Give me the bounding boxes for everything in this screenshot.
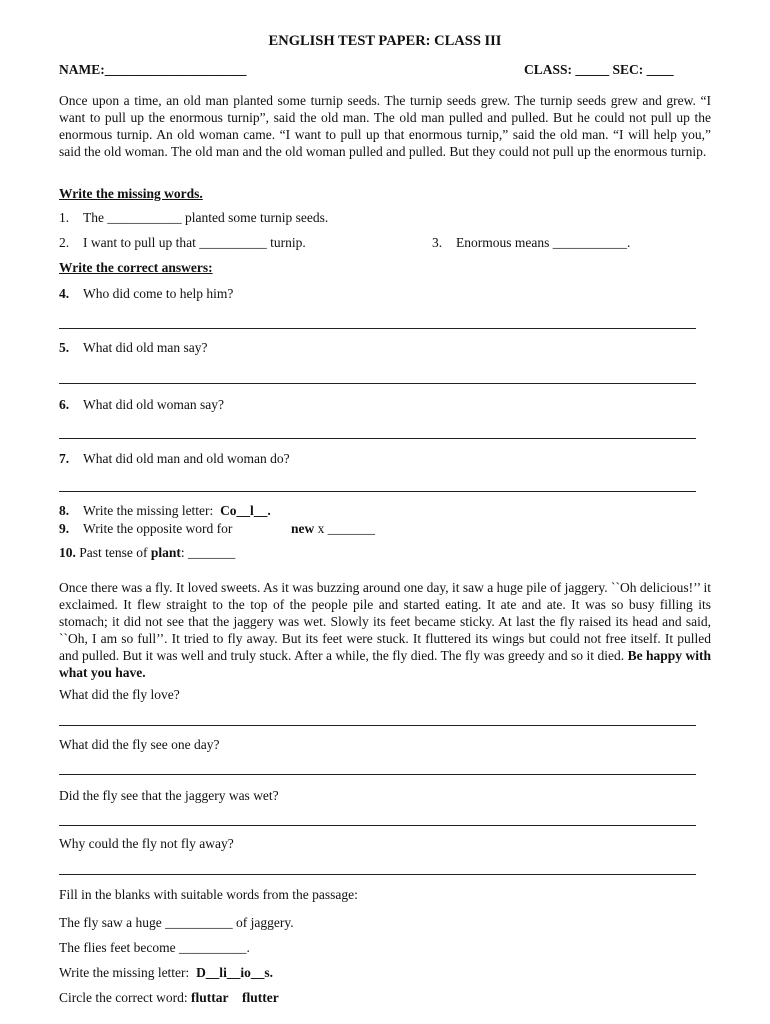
answer-line <box>59 438 696 439</box>
question-8 <box>59 503 271 519</box>
circle-word-question <box>59 990 279 1006</box>
question-number: 3. <box>432 235 443 250</box>
name-field-label: NAME:_____________________ <box>59 62 247 77</box>
page-title: ENGLISH TEST PAPER: CLASS III <box>268 33 502 49</box>
passage-fly-text: Once there was a fly. It loved sweets. As it was buzzing around one day, it saw a huge pile of jaggery. ``Oh delicious!’’ it exclaimed. It flew straight to the top of the people pile and started eating. It ate and ate. It was so busy filling its stomach; it did not see that the jaggery was wet. Slowly its feet became sticky. At last the fly raised its head and said, ``Oh, I am so full’’. It tried to fly away. But its feet were stuck. It fluttered its wings but could not free itself. It pulled and pulled. But it was well and truly stuck. After a while, the fly died. The fly was greedy and so it died. <box>59 580 711 663</box>
class-sec-field-label: CLASS: _____ SEC: ____ <box>524 62 674 77</box>
missing-letter-word: Co__l__. <box>220 503 271 518</box>
question-number: 10. <box>59 545 76 560</box>
fly-question-1: What did the fly love? <box>59 687 180 702</box>
answer-line <box>59 825 696 826</box>
question-7 <box>59 451 290 467</box>
question-text: I want to pull up that __________ turnip. <box>83 235 306 250</box>
question-3 <box>432 235 630 251</box>
question-number: 5. <box>59 340 70 355</box>
question-9 <box>59 521 232 537</box>
question-number: 6. <box>59 397 70 412</box>
question-text: Who did come to help him? <box>83 286 234 301</box>
question-text: Enormous means ___________. <box>456 235 631 250</box>
passage-turnip: Once upon a time, an old man planted some turnip seeds. The turnip seeds grew. The turnip seeds grew and grew. “I want to pull up the enormous turnip”, said the old man. The old man pulled and pulled. But he could not pull up the enormous turnip. An old woman came. “I want to pull up that enormous turnip,” said the old man. “I will help you,” said the old woman. The old man and the old woman pulled and pulled. But they could not pull up the enormous turnip. <box>59 93 711 159</box>
opposite-word-target: new <box>291 521 315 536</box>
question-number: 7. <box>59 451 70 466</box>
answer-line <box>59 383 696 384</box>
opposite-word-blank: x _______ <box>314 521 375 536</box>
question-1 <box>59 210 328 226</box>
answer-line <box>59 328 696 329</box>
fly-question-4: Why could the fly not fly away? <box>59 836 234 851</box>
fill-blank-2: The flies feet become __________. <box>59 940 250 955</box>
past-tense-word: plant <box>150 545 181 560</box>
question-6 <box>59 397 224 413</box>
question-number: 9. <box>59 521 70 536</box>
question-text: Write the missing letter: <box>83 503 214 518</box>
section-heading-correct-answers: Write the correct answers: <box>59 260 213 275</box>
fill-blanks-instruction: Fill in the blanks with suitable words from the passage: <box>59 887 358 902</box>
word-option-1: fluttar <box>190 990 229 1005</box>
question-text: What did old woman say? <box>83 397 224 412</box>
question-text: Write the opposite word for <box>83 521 233 536</box>
fly-question-3: Did the fly see that the jaggery was wet? <box>59 788 279 803</box>
question-number: 8. <box>59 503 70 518</box>
opposite-word <box>291 521 375 537</box>
fill-blank-1: The fly saw a huge __________ of jaggery. <box>59 915 294 930</box>
passage-fly <box>59 579 711 681</box>
question-text: What did old man say? <box>83 340 208 355</box>
question-5 <box>59 340 207 356</box>
question-text: What did old man and old woman do? <box>83 451 290 466</box>
answer-line <box>59 491 696 492</box>
question-number: 4. <box>59 286 70 301</box>
missing-letter-word: D__li__io__s. <box>196 965 273 980</box>
missing-letter-question <box>59 965 273 981</box>
answer-line <box>59 725 696 726</box>
question-10 <box>59 545 235 561</box>
question-2 <box>59 235 306 251</box>
section-heading-missing-words: Write the missing words. <box>59 186 203 201</box>
past-tense-blank: : _______ <box>180 545 236 560</box>
answer-line <box>59 774 696 775</box>
question-text: Write the missing letter: <box>59 965 190 980</box>
question-number: 1. <box>59 210 70 225</box>
fly-question-2: What did the fly see one day? <box>59 737 220 752</box>
question-text: Circle the correct word: <box>59 990 188 1005</box>
question-text: The ___________ planted some turnip seeds. <box>83 210 329 225</box>
question-4 <box>59 286 233 302</box>
passage-moral: Be happy with what you have. <box>59 648 712 680</box>
answer-line <box>59 874 696 875</box>
question-text: Past tense of <box>75 545 151 560</box>
question-number: 2. <box>59 235 70 250</box>
word-option-2: flutter <box>241 990 279 1005</box>
